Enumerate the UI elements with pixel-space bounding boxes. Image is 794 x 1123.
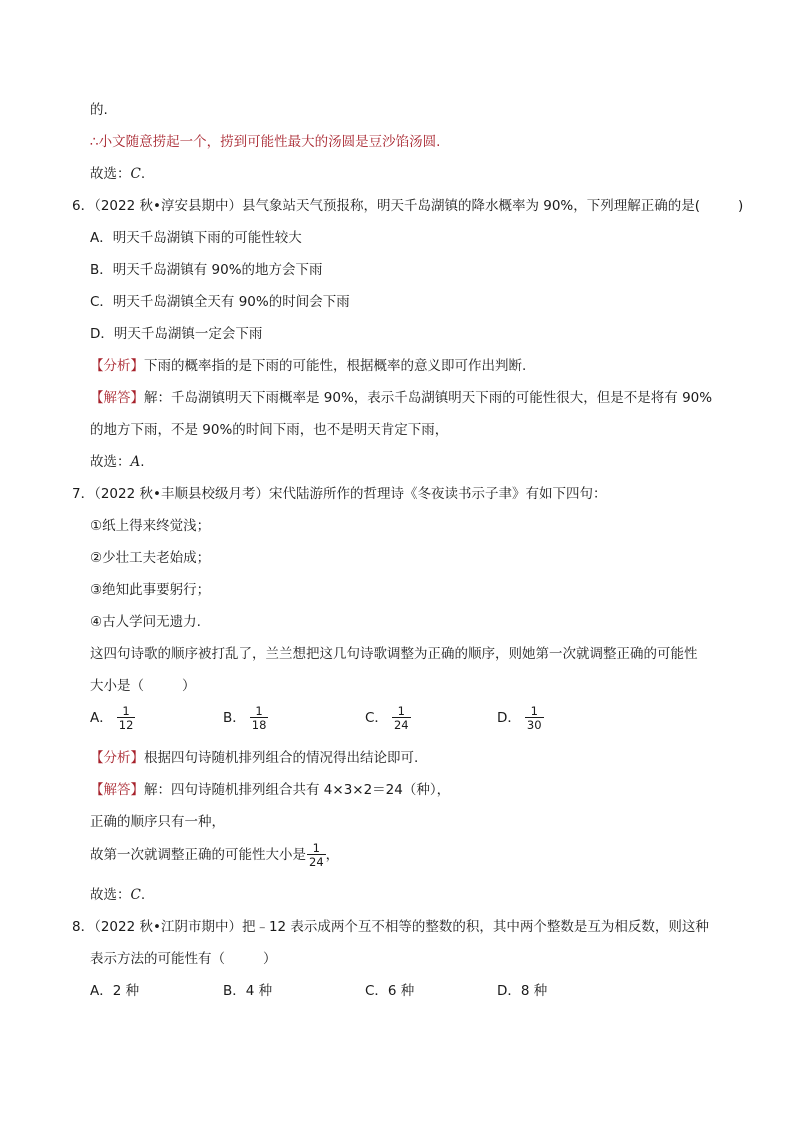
- q7-option-c: C． $\frac{1}{24}$: [365, 704, 409, 732]
- q6-option-b: B．明天千岛湖镇有 90%的地方会下雨: [90, 262, 323, 278]
- q6-option-a: A．明天千岛湖镇下雨的可能性较大: [90, 230, 302, 246]
- q7-question-line-2: 大小是（ ）: [90, 678, 196, 694]
- q7-option-b: B． $\frac{1}{18}$: [223, 704, 267, 732]
- q8-option-b: B．4 种: [223, 983, 273, 999]
- q7-answer-line-2: 正确的顺序只有一种，: [90, 814, 225, 830]
- q7-choose: 故选：C.: [90, 887, 146, 903]
- q6-option-d: D．明天千岛湖镇一定会下雨: [90, 326, 263, 342]
- fraction: $\frac{1}{12}$: [118, 704, 134, 732]
- q7-option-d: D． $\frac{1}{30}$: [497, 704, 542, 732]
- q7-stem: 7．（2022 秋•丰顺县校级月考）宋代陆游所作的哲理诗《冬夜读书示子聿》有如下四句：: [72, 486, 607, 502]
- q6-answer-line-2: 的地方下雨，不是 90%的时间下雨，也不是明天肯定下雨，: [90, 422, 449, 438]
- prev-choose: 故选：C.: [90, 166, 146, 182]
- q7-poem-2: ②少壮工夫老始成；: [90, 550, 211, 566]
- prev-text-line: 的.: [90, 102, 108, 118]
- q8-option-a: A．2 种: [90, 983, 140, 999]
- q6-answer-line-1: 【解答】解：千岛湖镇明天下雨概率是 90%，表示千岛湖镇明天下雨的可能性很大，但是不是将有 90%: [90, 390, 713, 406]
- fraction: $\frac{1}{24}$: [393, 704, 409, 732]
- q7-answer-line-3: 故第一次就调整正确的可能性大小是 $\frac{1}{24}$ ，: [90, 841, 340, 869]
- prev-conclusion: ∴小文随意捞起一个，捞到可能性最大的汤圆是豆沙馅汤圆.: [90, 134, 441, 150]
- fraction: $\frac{1}{18}$: [251, 704, 267, 732]
- fraction: $\frac{1}{30}$: [526, 704, 542, 732]
- q8-stem-line-1: 8．（2022 秋•江阴市期中）把﹣12 表示成两个互不相等的整数的积，其中两个整数是互为相反数，则这种: [72, 919, 709, 935]
- q7-question-line-1: 这四句诗歌的顺序被打乱了，兰兰想把这几句诗歌调整为正确的顺序，则她第一次就调整正确的可能性: [90, 646, 698, 662]
- q8-stem-line-2: 表示方法的可能性有（ ）: [90, 951, 277, 967]
- q7-analysis: 【分析】根据四句诗随机排列组合的情况得出结论即可.: [90, 750, 419, 766]
- q8-option-d: D．8 种: [497, 983, 548, 999]
- q7-poem-4: ④古人学问无遗力.: [90, 614, 201, 630]
- q6-analysis: 【分析】下雨的概率指的是下雨的可能性，根据概率的意义即可作出判断.: [90, 358, 527, 374]
- q7-answer-line-1: 【解答】解：四句诗随机排列组合共有 4×3×2＝24（种），: [90, 782, 451, 798]
- q7-option-a: A． $\frac{1}{12}$: [90, 704, 134, 732]
- q6-stem: 6．（2022 秋•淳安县期中）县气象站天气预报称，明天千岛湖镇的降水概率为 90%，下列理解正确的是( ): [72, 198, 744, 214]
- q7-poem-3: ③绝知此事要躬行；: [90, 582, 211, 598]
- q6-option-c: C．明天千岛湖镇全天有 90%的时间会下雨: [90, 294, 350, 310]
- q8-option-c: C．6 种: [365, 983, 415, 999]
- q7-poem-1: ①纸上得来终觉浅；: [90, 518, 211, 534]
- fraction: $\frac{1}{24}$: [309, 841, 324, 869]
- q6-choose: 故选：A.: [90, 454, 145, 470]
